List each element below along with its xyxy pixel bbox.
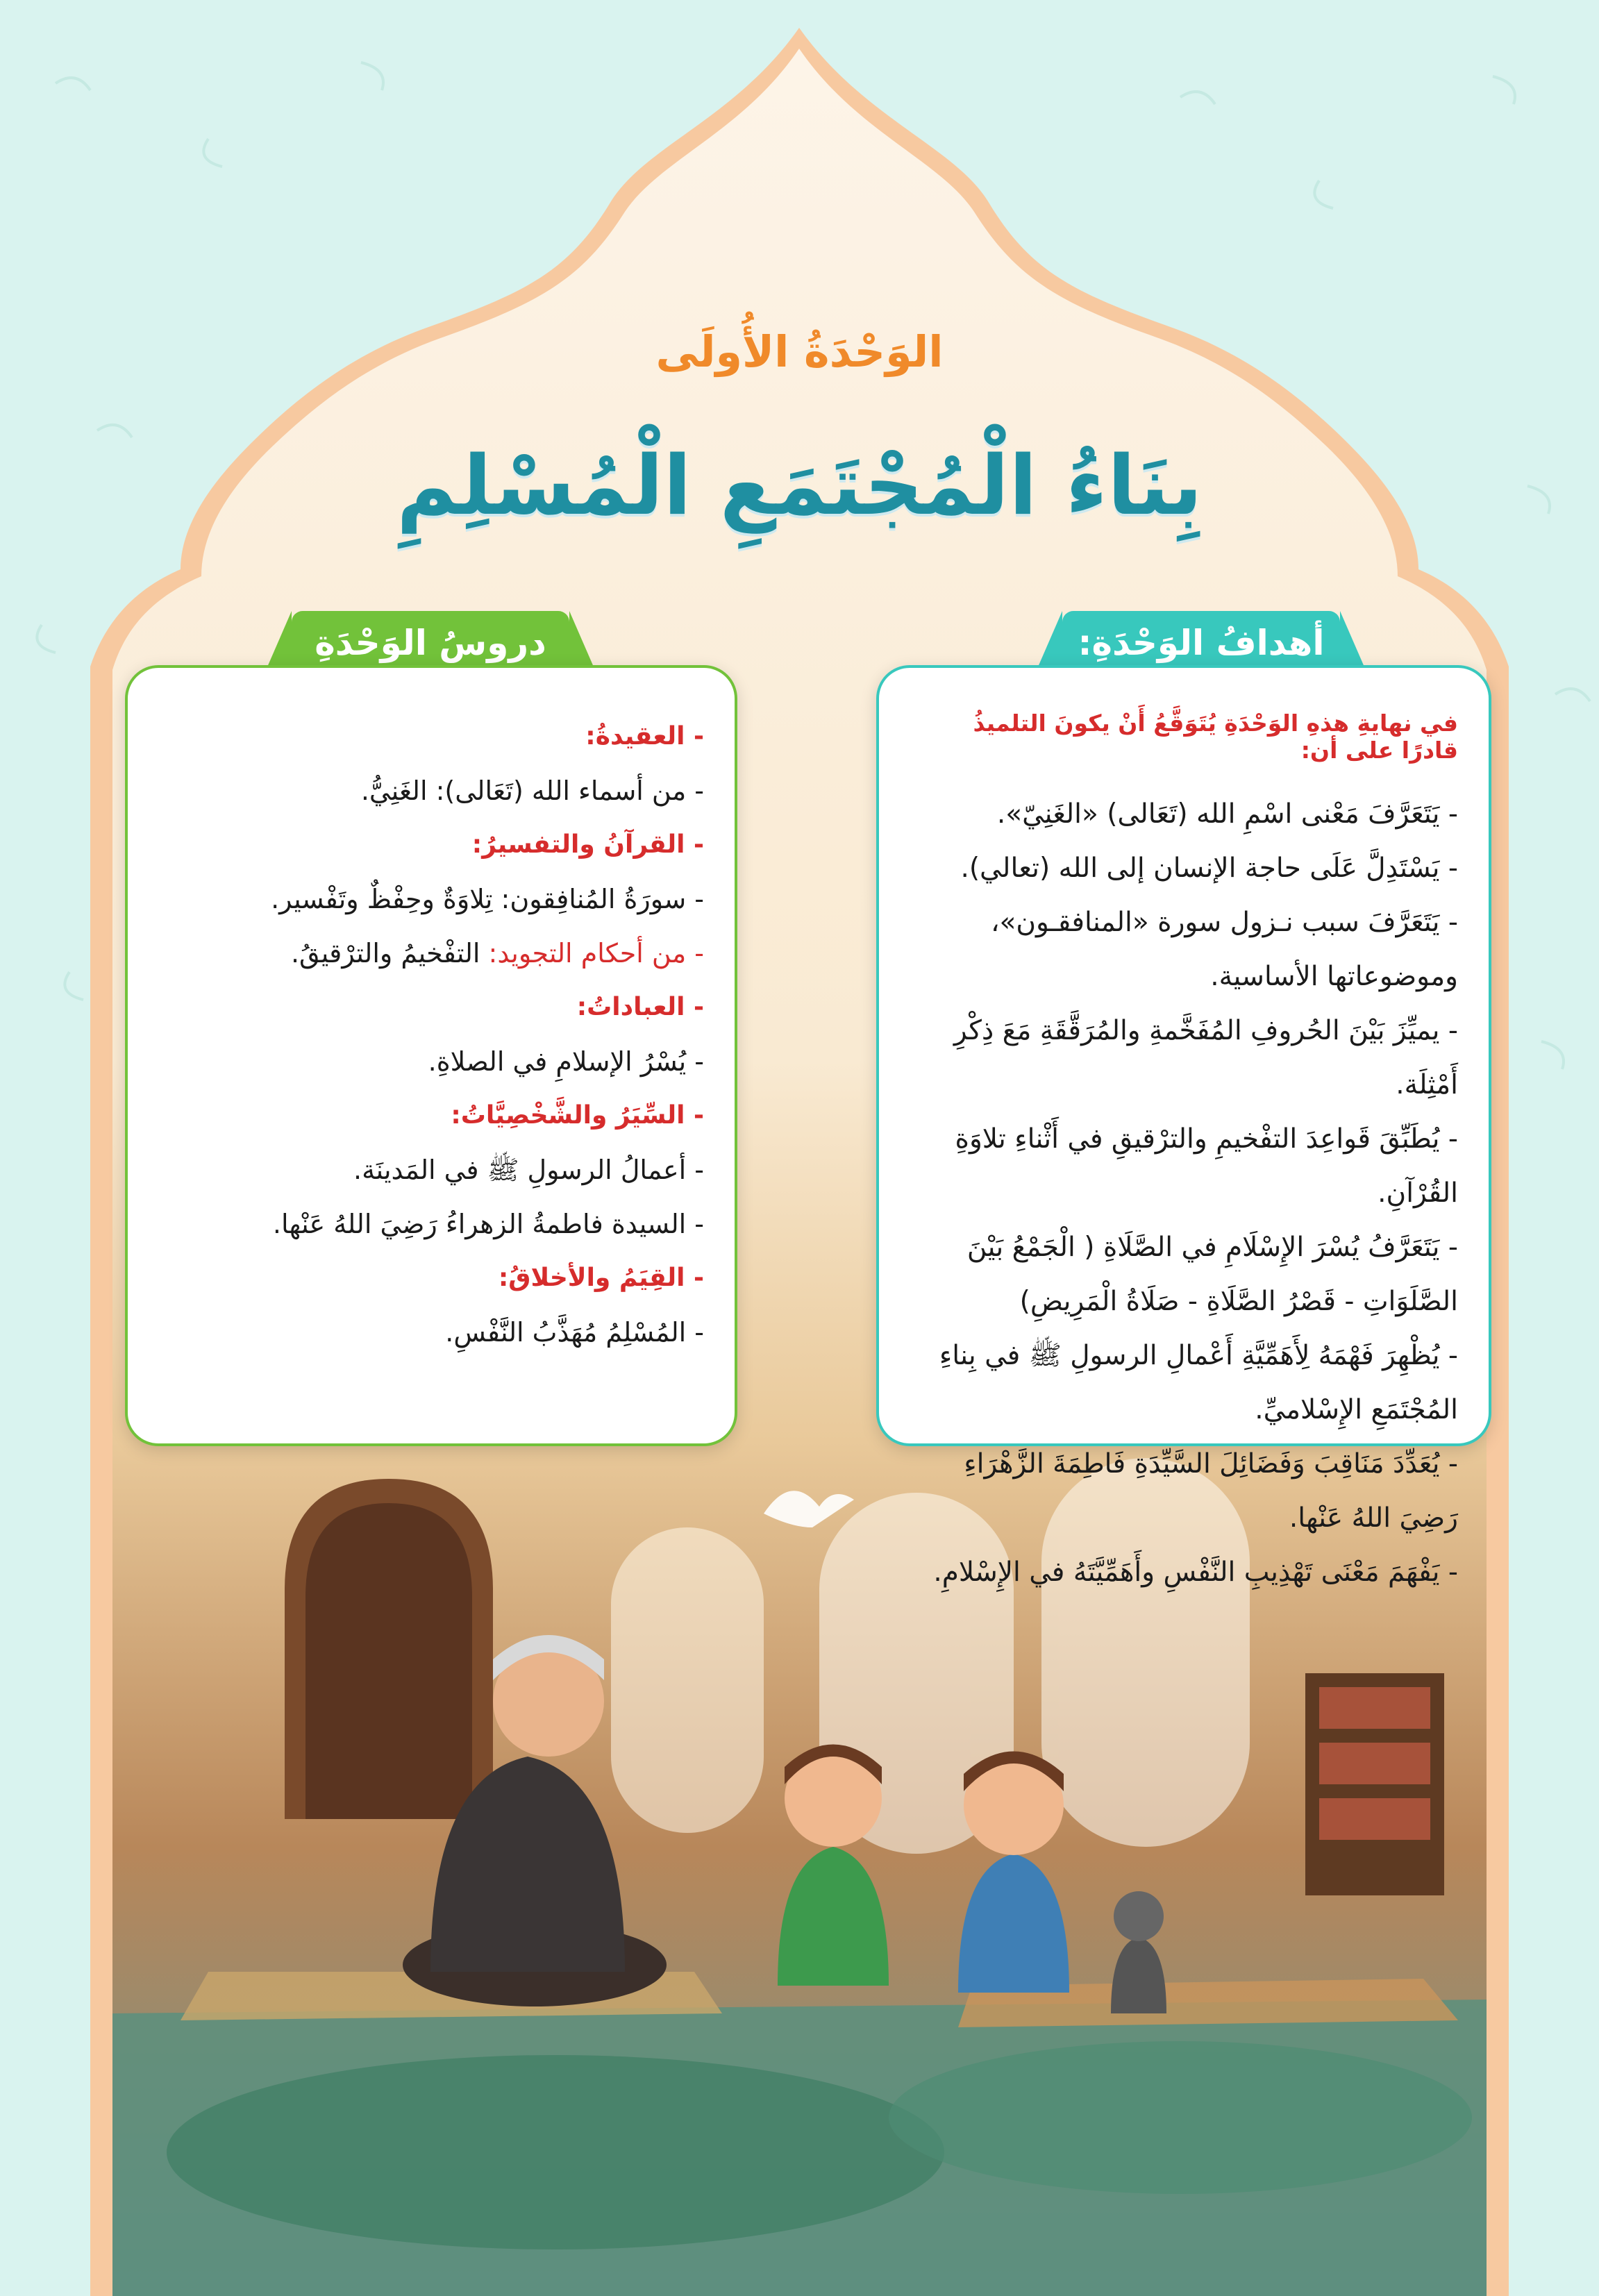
goals-card	[876, 665, 1491, 1588]
lesson-heading-values: - القِيَمُ والأخلاقُ:	[498, 1264, 704, 1292]
lesson-item: - المُسْلِمُ مُهَذَّبُ النَّفْسِ.	[445, 1317, 704, 1348]
lesson-item: - أعمالُ الرسولِ ﷺ في المَدينَة.	[353, 1155, 704, 1185]
goals-intro: في نهايةِ هذهِ الوَحْدَةِ يُتَوَقَّعُ أَنْ يكونَ التلميذُ قادرًا على أن:	[973, 710, 1458, 764]
lesson-heading-aqeeda: - العقيدةُ:	[585, 722, 704, 751]
tajweed-text: التفْخيمُ والترْقيقُ.	[290, 938, 489, 969]
goals-tab: أهدافُ الوَحْدَةِ:	[1062, 611, 1340, 675]
lesson-item: - السيدة فاطمةُ الزهراءُ رَضِيَ اللهُ عَنْها.	[272, 1209, 704, 1239]
goal-item: - يَفْهَمَ مَعْنَى تَهْذِيبِ النَّفْسِ وأَهَمِّيَّتَهُ في الإِسْلامِ.	[933, 1557, 1458, 1588]
lesson-heading-seerah: - السِّيَرُ والشَّخْصِيَّاتُ:	[451, 1101, 704, 1130]
goal-item: - يَتَعَرَّفَ مَعْنى اسْمِ الله (تَعَالى) «الغَنِيّ».	[996, 798, 1458, 830]
lesson-item: - يُسْرُ الإسلامِ في الصلاةِ.	[428, 1046, 704, 1077]
goal-item: - يميِّزَ بَيْنَ الحُروفِ المُفَخَّمةِ والمُرَقَّقَةِ مَعَ ذِكْرِ أَمْثِلَة.	[953, 1015, 1458, 1100]
goal-item: - يَتَعَرَّفَ سبب نـزول سورة «المنافقـون»، وموضوعاتها الأساسية.	[990, 907, 1458, 992]
tajweed-label: - من أحكام التجويد:	[488, 938, 704, 969]
unit-label: الوَحْدَةُ الأُولَى	[655, 326, 944, 377]
goal-item: - يُعَدِّدَ مَنَاقِبَ وَفَضَائِلَ السَّيِّدَةِ فَاطِمَةَ الزَّهْرَاءِ رَضِيَ اللهُ عَنْها.	[964, 1448, 1458, 1534]
lesson-heading-ibadat: - العباداتُ:	[576, 993, 704, 1021]
goal-item: - يَسْتَدِلَّ عَلَى حاجة الإنسان إلى الله (تعالي).	[960, 853, 1458, 884]
lessons-tab: دروسُ الوَحْدَةِ	[292, 611, 569, 675]
lesson-item-tajweed	[158, 926, 704, 980]
lessons-card	[125, 665, 737, 1446]
goal-item: - يُظْهِرَ فَهْمَهُ لِأَهَمِّيَّةِ أَعْمالِ الرسولِ ﷺ في بِناءِ المُجْتَمَعِ الإِسْلاميِّ.	[939, 1340, 1458, 1425]
lesson-item: - من أسماء الله (تَعَالى): الغَنِيُّ.	[360, 776, 704, 806]
goal-item: - يَتَعَرَّفُ يُسْرَ الإِسْلَامِ في الصَّلَاةِ ( الْجَمْعُ بَيْنَ الصَّلَوَاتِ - قَصْرُ الصَّلَاةِ - صَلَاةُ الْمَرِيضِ)	[966, 1232, 1458, 1317]
lesson-heading-quran: - القرآنُ والتفسيرُ:	[471, 830, 704, 859]
unit-title: بِنَاءُ الْمُجْتَمَعِ الْمُسْلِمِ	[396, 437, 1203, 533]
lesson-item: - سورَةُ المُنافِقون: تِلاوَةٌ وحِفْظٌ وتَفْسير.	[271, 884, 704, 914]
goal-item: - يُطَبِّقَ قَواعِدَ التفْخيمِ والترْقيقِ في أَثْناءِ تلاوَةِ القُرْآنِ.	[955, 1123, 1458, 1209]
